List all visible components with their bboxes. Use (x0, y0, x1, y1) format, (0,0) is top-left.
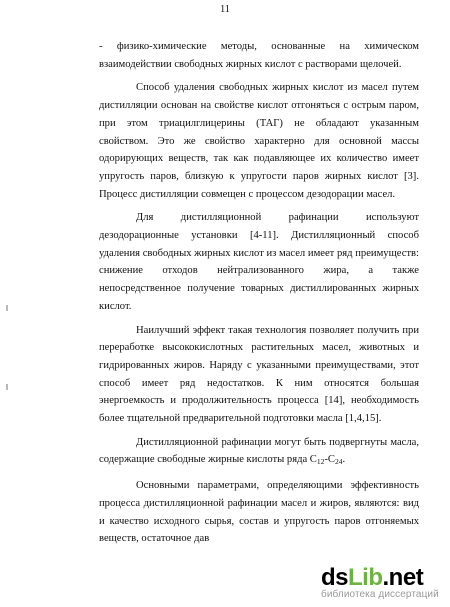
paragraph-3: Для дистилляционной рафинации используют дезодорационные установки [4-11]. Дистилляционный способ удаления свободных жирных кислот из масел имеет ряд преимуществ: снижение отходов нейтрализованного жира, а также непосредственное получение товарных дистиллированных жирных кислот. (99, 212, 419, 312)
subscript-24: 24 (334, 457, 343, 467)
paragraph-5-end: . (342, 454, 346, 466)
paragraph-6: Основными параметрами, определяющими эффективность процесса дистилляционной рафинации масел и жиров, являются: вид и качество исходного сырья, состав и упругость паров отгоняемых веществ, остаточное дав (99, 480, 419, 545)
paragraph-1: - физико-химические методы, основанные на химическом взаимодействии свободных жирных кислот с растворами щелочей. (99, 41, 419, 70)
dslib-logo (321, 565, 423, 591)
paragraph-5-dash: -С (324, 454, 335, 466)
subscript-12: 12 (316, 457, 325, 467)
page-number: 11 (219, 4, 231, 15)
document-body (99, 38, 419, 548)
margin-mark (6, 305, 8, 311)
paragraph-4: Наилучший эффект такая технология позволяет получить при переработке высококислотных растительных масел, животных и гидрированных жиров. Наряду с указанными преимуществами, этот способ имеет ряд недостатков. К ним относятся большая энергоемкость и продолжительность процесса [14], необходимость более тщательной предварительной подготовки масла [1,4,15]. (99, 324, 419, 425)
dslib-watermark[interactable] (317, 563, 447, 603)
paragraph-2: Способ удаления свободных жирных кислот из масел путем дистилляции основан на свойстве кислот отгоняться с острым паром, при этом триацилглицерины (ТАГ) не обладают указанным свойством. Это же свойство характерно для основной массы одорирующих веществ, так как подавляющее их количество имеет упругость паров, близкую к упругости паров жирных кислот [3]. Процесс дистилляции совмещен с процессом дезодорации масел. (99, 82, 419, 200)
paragraph-5-text: Дистилляционной рафинации могут быть подвергнуты масла, содержащие свободные жирные кислоты ряда С (99, 436, 419, 466)
paragraph-5 (99, 434, 419, 471)
logo-ds: ds (321, 564, 349, 591)
margin-mark (6, 384, 8, 390)
logo-lib: Lib (348, 564, 383, 591)
watermark-caption: библиотека диссертаций (321, 589, 439, 600)
logo-net: .net (382, 564, 424, 591)
